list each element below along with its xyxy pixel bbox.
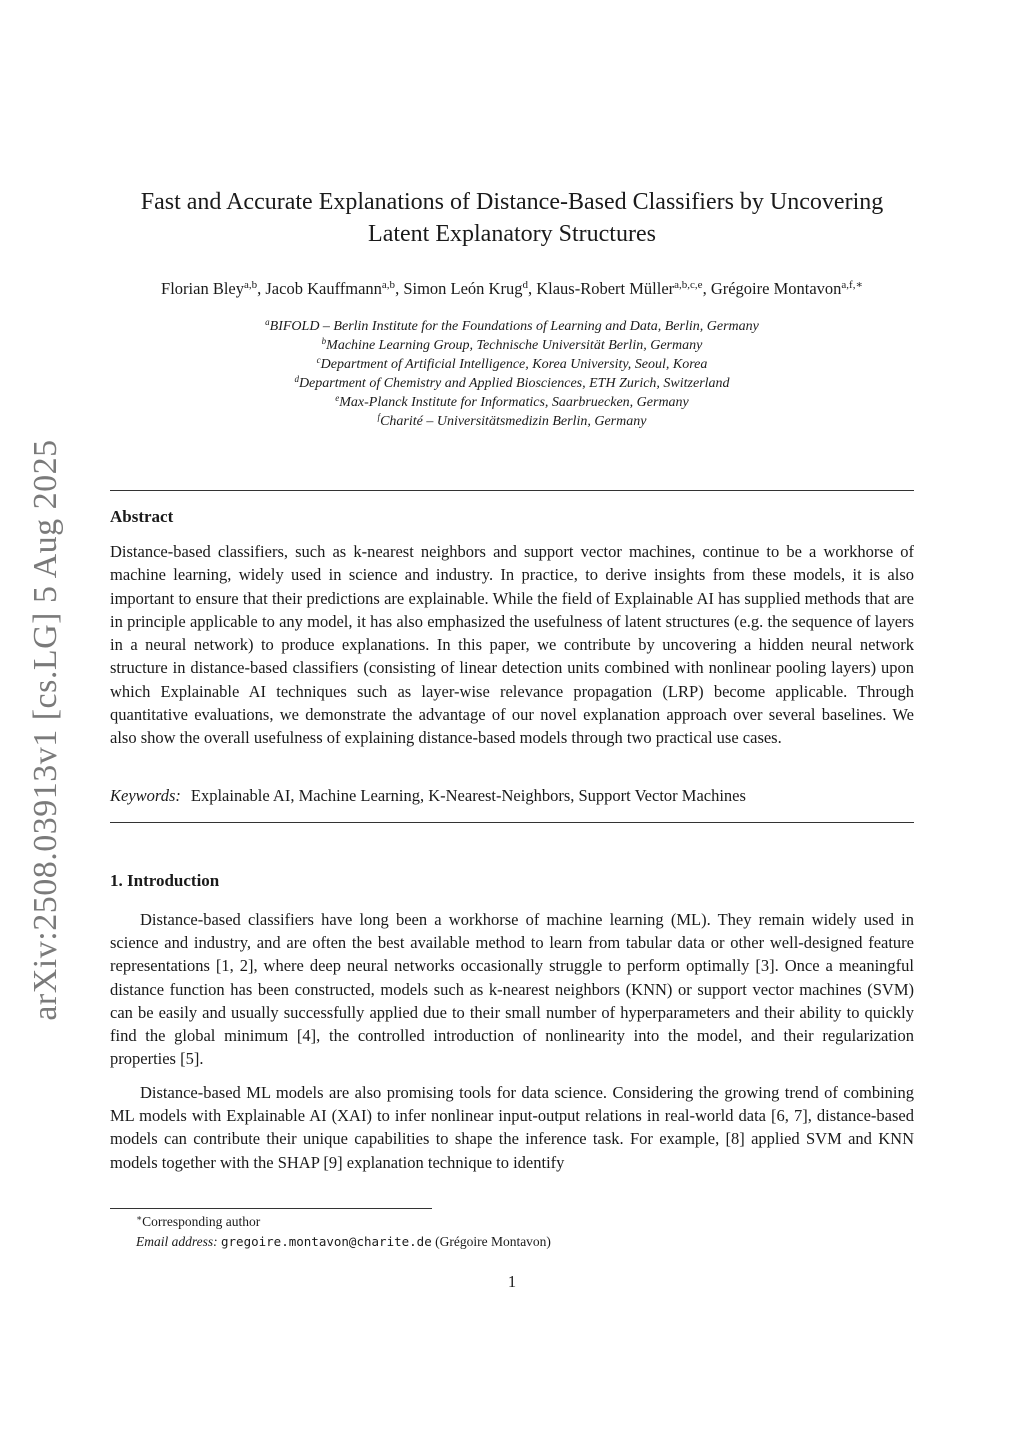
footnotes <box>136 1212 551 1252</box>
corresponding-author-note: ∗Corresponding author <box>136 1213 261 1229</box>
affiliation: $^b$Machine Learning Group, Technische Universität Berlin, Germany <box>321 336 703 353</box>
affiliation: $^c$Department of Artificial Intelligence, Korea University, Seoul, Korea <box>316 355 708 372</box>
introduction-heading: 1. Introduction <box>110 871 220 890</box>
keywords-label: Keywords: <box>110 786 181 805</box>
author: Florian Bley$^{a,b}$ <box>161 279 258 298</box>
abstract-top-rule <box>110 490 914 491</box>
affiliation: $^f$Charité – Universitätsmedizin Berlin, Germany <box>377 412 647 429</box>
abstract-heading: Abstract <box>110 507 174 526</box>
arxiv-stamp: arXiv:2508.03913v1 [cs.LG] 5 Aug 2025 <box>27 439 64 1021</box>
email-note: Email address: gregoire.montavon@charite.de (Grégoire Montavon) <box>136 1234 551 1249</box>
page-number: 1 <box>507 1272 517 1291</box>
author: Jacob Kauffmann$^{a,b}$ <box>265 279 396 298</box>
footnote-rule <box>110 1208 432 1209</box>
author: Simon León Krug$^d$ <box>403 279 528 298</box>
affiliation-list <box>110 317 914 431</box>
affiliation: $^a$BIFOLD – Berlin Institute for the Foundations of Learning and Data, Berlin, Germany <box>265 317 759 334</box>
author-list: Florian Bley$^{a,b}$, Jacob Kauffmann$^{a,b}$, Simon León Krug$^d$, Klaus-Robert Müller$^{a,b,c,e}$, Grégoire Montavon$^{a,f,∗}$ <box>161 279 863 298</box>
author: Grégoire Montavon$^{a,f,∗}$ <box>710 279 863 298</box>
affiliation: $^e$Max-Planck Institute for Informatics, Saarbruecken, Germany <box>335 393 689 410</box>
keywords-list: Explainable AI, Machine Learning, K-Nearest-Neighbors, Support Vector Machines <box>190 786 746 805</box>
abstract-bottom-rule <box>110 822 914 823</box>
email-link[interactable]: gregoire.montavon@charite.de <box>221 1234 432 1249</box>
affiliation: $^d$Department of Chemistry and Applied Biosciences, ETH Zurich, Switzerland <box>294 374 730 391</box>
intro-paragraph: Distance-based classifiers have long been a workhorse of machine learning (ML). They remain widely used in science and industry, and are often the best available method to learn from tabular data or other well-designed feature representations [1, 2], where deep neural networks occasionally struggle to perform optimally [3]. Once a meaningful distance function has been constructed, models such as k-nearest neighbors (KNN) or support vector machines (SVM) can be easily and usually successfully applied due to their small number of hyperparameters and their ability to quickly find the global minimum [4], the controlled introduction of nonlinearity into the model, and their regularization properties [5]. <box>110 910 914 1069</box>
abstract-text: Distance-based classifiers, such as k-nearest neighbors and support vector machines, continue to be a workhorse of machine learning, widely used in science and industry. In practice, to derive insights from these models, it is also important to ensure that their predictions are explainable. While the field of Explainable AI has supplied methods that are in principle applicable to any model, it has also emphasized the usefulness of latent structures (e.g. the sequence of layers in a neural network) to produce explanations. In this paper, we contribute by uncovering a hidden neural network structure in distance-based classifiers (consisting of linear detection units combined with nonlinear pooling layers) upon which Explainable AI techniques such as layer-wise relevance propagation (LRP) become applicable. Through quantitative evaluations, we demonstrate the advantage of our novel explanation approach over several baselines. We also show the overall usefulness of explaining distance-based models through two practical use cases. <box>110 542 914 748</box>
keywords <box>110 784 914 807</box>
intro-paragraph: Distance-based ML models are also promising tools for data science. Considering the growing trend of combining ML models with Explainable AI (XAI) to infer nonlinear input-output relations in real-world data [6, 7], distance-based models can contribute their unique capabilities to shape the inference task. For example, [8] applied SVM and KNN models together with the SHAP [9] explanation technique to identify <box>110 1083 914 1172</box>
paper-title: Fast and Accurate Explanations of Distance-Based Classifiers by Uncovering Latent Explanatory Structures <box>140 189 884 247</box>
author: Klaus-Robert Müller$^{a,b,c,e}$ <box>536 279 703 298</box>
